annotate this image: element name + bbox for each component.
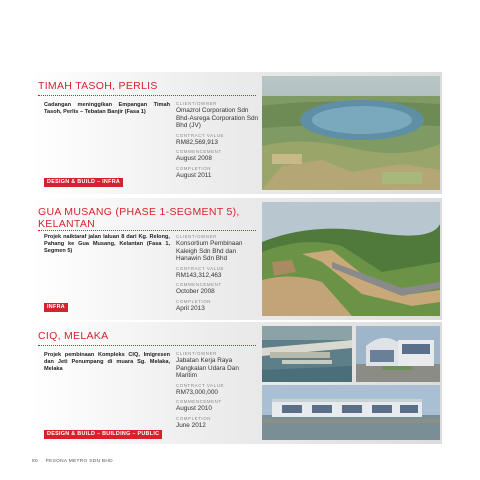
ciq-building-photo bbox=[356, 326, 440, 382]
client-label: CLIENT/OWNER bbox=[176, 101, 217, 106]
commencement-label: COMMENCEMENT bbox=[176, 149, 222, 154]
contract-label: CONTRACT VALUE bbox=[176, 265, 225, 271]
commencement-label: COMMENCEMENT bbox=[176, 282, 222, 287]
title-divider bbox=[38, 345, 256, 346]
project-meta bbox=[176, 348, 260, 429]
page-number: 80 bbox=[32, 459, 38, 464]
client-value: Omazrol Corporation Sdn Bhd-Asrega Corporation Sdn Bhd (JV) bbox=[176, 107, 259, 129]
contract-value: RM82,569,913 bbox=[176, 138, 218, 146]
commencement-value: October 2008 bbox=[176, 288, 215, 295]
project-section-ciq-melaka bbox=[32, 322, 442, 444]
reservoir-aerial-photo bbox=[262, 76, 440, 190]
page-footer bbox=[32, 459, 113, 464]
client-label: CLIENT/OWNER bbox=[176, 234, 217, 239]
jetty-aerial-photo bbox=[262, 326, 352, 382]
project-section-timah-tasoh bbox=[32, 72, 442, 194]
commencement-value: August 2010 bbox=[176, 405, 212, 412]
project-description: Cadangan meninggikan Empangan Timah Tasoh, Perlis – Tebatan Banjir (Fasa 1) bbox=[44, 102, 170, 115]
ciq-waterfront-photo bbox=[262, 385, 440, 440]
footer-company: PESONA METRO SDN BHD bbox=[45, 459, 113, 464]
completion-value: August 2011 bbox=[176, 171, 212, 179]
client-label: CLIENT/OWNER bbox=[176, 351, 217, 356]
completion-value: June 2012 bbox=[176, 421, 206, 429]
contract-value: RM143,312,463 bbox=[176, 271, 222, 279]
category-badge: DESIGN & BUILD – BUILDING – PUBLIC bbox=[44, 430, 162, 439]
project-description: Projek naiktaraf jalan laluan 8 dari Kg. Relong, Pahang ke Gua Musang, Kelantan (Fasa 1, Segmen 5) bbox=[44, 234, 170, 254]
completion-label: COMPLETION bbox=[176, 165, 212, 171]
project-title: GUA MUSANG (PHASE 1-SEGMENT 5), KELANTAN bbox=[38, 206, 240, 230]
category-badge: INFRA bbox=[44, 303, 68, 312]
highway-photo bbox=[262, 202, 440, 316]
project-title: CIQ, MELAKA bbox=[38, 330, 109, 342]
client-value: Konsortium Pembinaan Kaleigh Sdn Bhd dan Hanawin Sdn Bhd bbox=[176, 240, 243, 262]
project-meta bbox=[176, 231, 260, 312]
category-badge: DESIGN & BUILD – INFRA bbox=[44, 178, 123, 187]
contract-label: CONTRACT VALUE bbox=[176, 132, 225, 138]
contract-label: CONTRACT VALUE bbox=[176, 382, 225, 388]
title-divider bbox=[38, 95, 256, 96]
commencement-value: August 2008 bbox=[176, 155, 212, 162]
project-title: TIMAH TASOH, PERLIS bbox=[38, 80, 158, 92]
project-section-gua-musang bbox=[32, 198, 442, 320]
completion-label: COMPLETION bbox=[176, 415, 212, 421]
completion-value: April 2013 bbox=[176, 304, 205, 312]
contract-value: RM73,000,000 bbox=[176, 388, 218, 396]
client-value: Jabatan Kerja Raya Pangkalan Udara Dan Maritim bbox=[176, 357, 239, 379]
project-description: Projek pembinaan Kompleks CIQ, Imigresen dan Jeti Penumpang di muara Sg. Melaka, Melaka bbox=[44, 352, 170, 372]
commencement-label: COMMENCEMENT bbox=[176, 399, 222, 404]
project-meta bbox=[176, 98, 260, 179]
completion-label: COMPLETION bbox=[176, 298, 212, 304]
